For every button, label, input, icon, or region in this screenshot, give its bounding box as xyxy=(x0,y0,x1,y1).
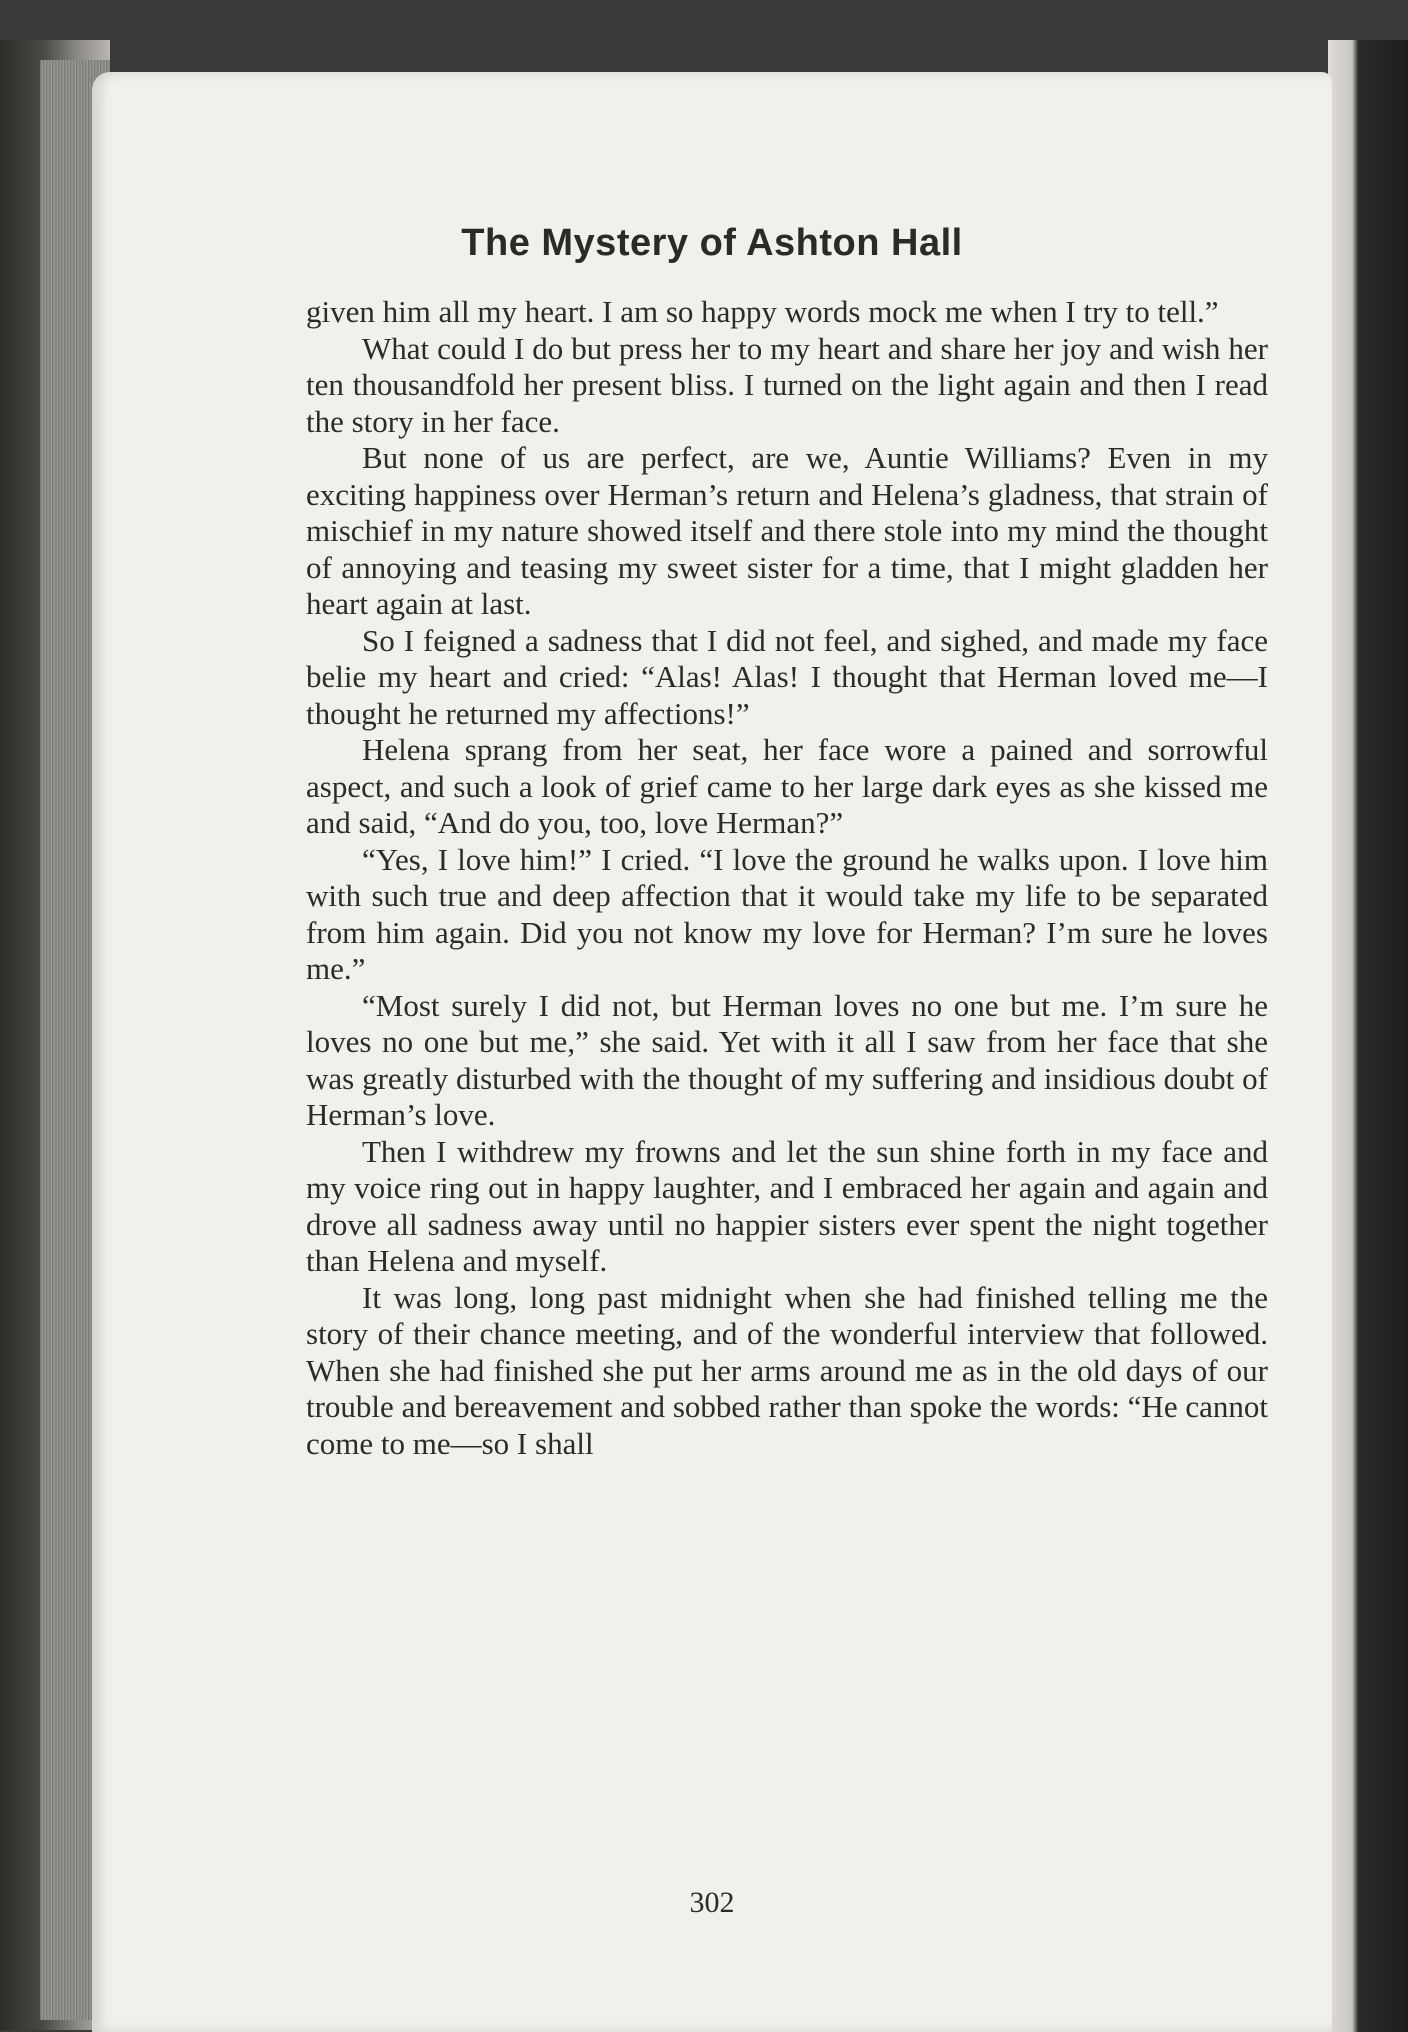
book-right-edge xyxy=(1328,40,1408,2032)
paragraph: It was long, long past midnight when she had finished telling me the story of their chance meeting, and of the wonderful interview that followed. When she had finished she put her arms around me as in the old days of our trouble and bereavement and sobbed rather than spoke the words: “He cannot come to me—so I shall xyxy=(306,1279,1268,1461)
paragraph: What could I do but press her to my heart and share her joy and wish her ten thousandfold her present bliss. I turned on the light again and then I read the story in her face. xyxy=(306,330,1268,439)
paragraph: given him all my heart. I am so happy words mock me when I try to tell.” xyxy=(306,294,1219,329)
paragraph: But none of us are perfect, are we, Auntie Williams? Even in my exciting happiness over Herman’s return and Helena’s gladness, that strain of mischief in my nature showed itself and there stole into my mind the thought of annoying and teasing my sweet sister for a time, that I might gladden her heart again at last. xyxy=(306,440,1268,621)
page-number: 302 xyxy=(689,1886,735,1919)
paragraph: Helena sprang from her seat, her face wore a pained and sorrowful aspect, and such a look of grief came to her large dark eyes as she kissed me and said, “And do you, too, love Herman?” xyxy=(306,732,1268,840)
paragraph: So I feigned a sadness that I did not feel, and sighed, and made my face belie my heart and cried: “Alas! Alas! I thought that Herman loved me—I thought he returned my affections!” xyxy=(306,622,1268,731)
paragraph: Then I withdrew my frowns and let the sun shine forth in my face and my voice ring out in happy laughter, and I embraced her again and again and drove all sadness away until no happier sisters ever spent the night together than Helena and myself. xyxy=(306,1133,1268,1278)
paragraph: “Most surely I did not, but Herman loves no one but me. I’m sure he loves no one but me,” she said. Yet with it all I saw from her face that she was greatly disturbed with the thought of my suffering and insidious doubt of Herman’s love. xyxy=(306,987,1268,1132)
paragraph: “Yes, I love him!” I cried. “I love the ground he walks upon. I love him with such true and deep affection that it would take my life to be separated from him again. Did you not know my love for Herman? I’m sure he loves me.” xyxy=(306,841,1268,986)
book-page xyxy=(92,72,1332,2032)
running-head: The Mystery of Ashton Hall xyxy=(461,222,963,264)
body-text xyxy=(306,294,1268,1462)
